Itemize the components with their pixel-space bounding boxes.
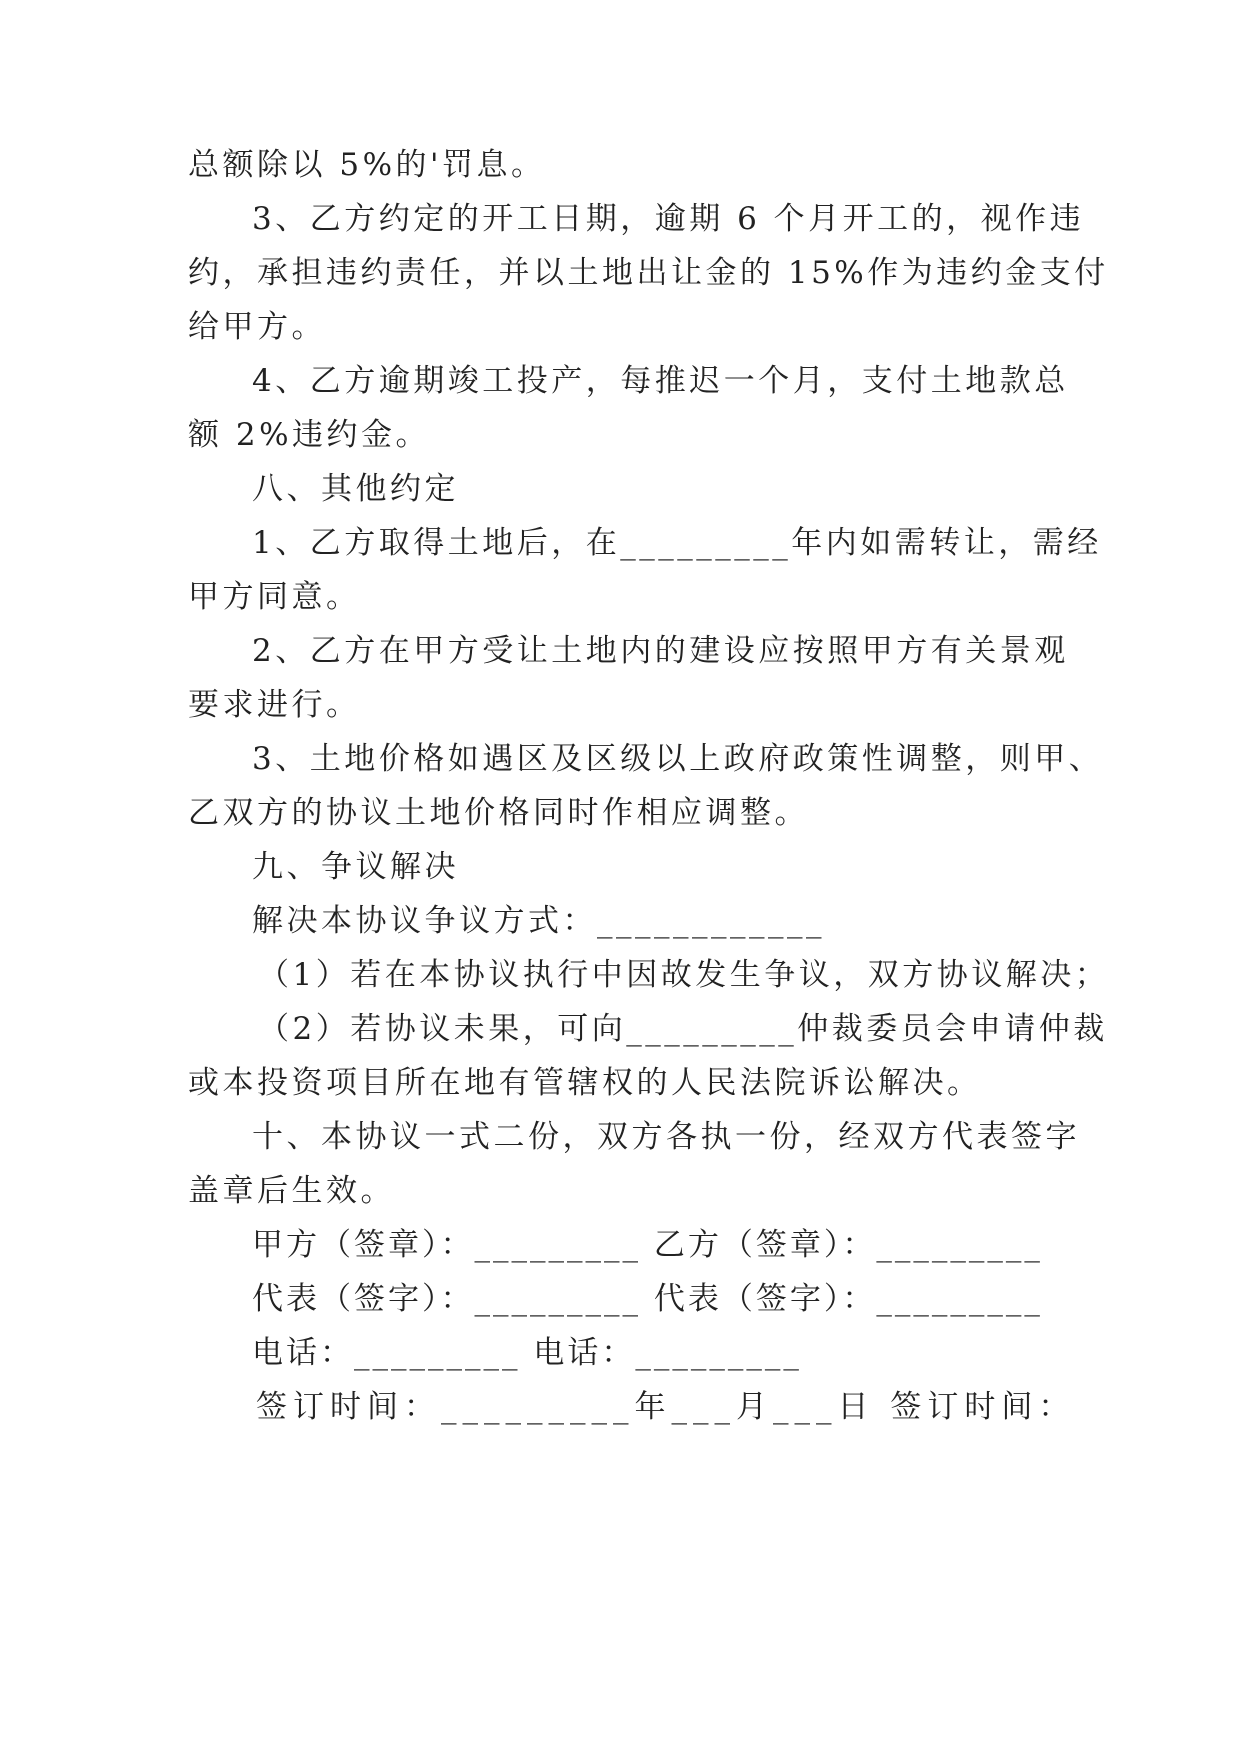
text-line: 要求进行。 xyxy=(188,687,361,723)
text-line: 解决本协议争议方式：____________ xyxy=(252,903,825,939)
signature-line: 代表（签字）：_________ 代表（签字）：_________ xyxy=(252,1281,1043,1317)
text-line: 总额除以 5%的'罚息。 xyxy=(188,147,546,183)
section-heading: 八、其他约定 xyxy=(252,471,459,507)
text-line: 盖章后生效。 xyxy=(188,1173,395,1209)
phone-line: 电话：_________ 电话：_________ xyxy=(252,1335,802,1371)
text-line: 2、乙方在甲方受让土地内的建设应按照甲方有关景观 xyxy=(252,633,1069,669)
signing-date-line: 签订时间：_________年___月___日 签订时间： xyxy=(256,1389,1076,1425)
text-line: 1、乙方取得土地后，在_________年内如需转让，需经 xyxy=(252,525,1102,561)
text-line: （1）若在本协议执行中因故发生争议，双方协议解决； xyxy=(258,957,1110,993)
signature-line: 甲方（签章）：_________ 乙方（签章）：_________ xyxy=(252,1227,1043,1263)
text-line: 3、乙方约定的开工日期，逾期 6 个月开工的，视作违 xyxy=(252,201,1085,237)
text-line: （2）若协议未果，可向_________仲裁委员会申请仲裁 xyxy=(258,1011,1108,1047)
text-line: 4、乙方逾期竣工投产，每推迟一个月，支付土地款总 xyxy=(252,363,1069,399)
text-line: 十、本协议一式二份，双方各执一份，经双方代表签字 xyxy=(252,1119,1080,1155)
text-line: 甲方同意。 xyxy=(188,579,361,615)
text-line: 额 2%违约金。 xyxy=(188,417,431,453)
text-line: 乙双方的协议土地价格同时作相应调整。 xyxy=(188,795,809,831)
text-line: 给甲方。 xyxy=(188,309,326,345)
text-line: 3、土地价格如遇区及区级以上政府政策性调整，则甲、 xyxy=(252,741,1104,777)
text-line: 或本投资项目所在地有管辖权的人民法院诉讼解决。 xyxy=(188,1065,982,1101)
section-heading: 九、争议解决 xyxy=(252,849,459,885)
text-line: 约，承担违约责任，并以土地出让金的 15%作为违约金支付 xyxy=(188,255,1109,291)
